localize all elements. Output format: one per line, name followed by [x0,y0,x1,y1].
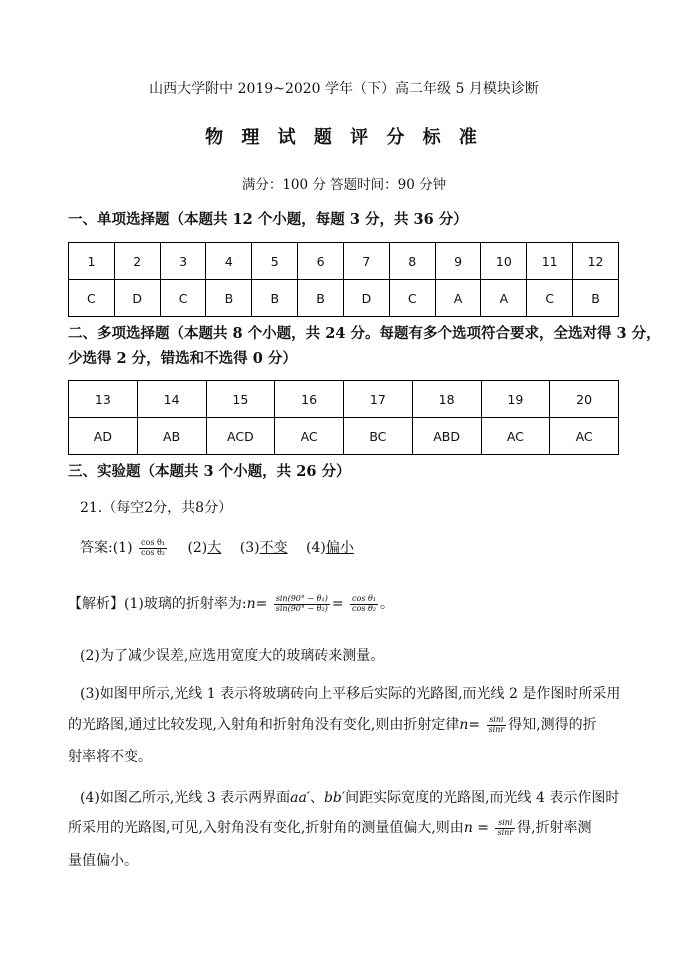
answer4-label: (4) [306,540,326,556]
p4-n: n = [463,820,490,836]
question-number: 6 [298,243,344,280]
question-number: 15 [206,381,275,418]
question-number: 11 [527,243,573,280]
answer-cell: ABD [412,418,481,455]
answer-cell: AB [137,418,206,455]
answer1-fraction [139,539,167,558]
question-number: 2 [114,243,160,280]
answer-cell: C [69,280,115,317]
answer-cell: AC [481,418,550,455]
p3-text-b: 得知,测得的折 [508,717,597,733]
question-number: 4 [206,243,252,280]
question-number: 8 [389,243,435,280]
question-number: 20 [550,381,619,418]
answer-cell: C [160,280,206,317]
fraction-denominator: cos θ₂ [141,547,165,557]
fraction-numerator: sini [495,819,515,829]
answer-cell: B [298,280,344,317]
analysis-p3-line3: 射率将不变。 [68,749,152,765]
p3-text-a: 的光路图,通过比较发现,入射角和折射角没有变化,则由折射定律 [68,717,460,733]
fraction-numerator: cos θ₁ [141,537,165,547]
answer2-value: 大 [207,540,222,556]
question-number: 19 [481,381,550,418]
analysis-end: 。 [379,596,394,612]
page-title: 物 理 试 题 评 分 标 准 [205,127,483,148]
p4-text-d: 得,折射率测 [517,820,592,836]
answer-cell: D [343,280,389,317]
section3-heading: 三、实验题（本题共 3 个小题，共 26 分） [68,463,351,480]
fraction-denominator: sinr [497,827,514,837]
section2-heading-line1: 二、多项选择题（本题共 8 个小题，共 24 分。每题有多个选项符合要求，全选对得 3 分， [68,325,661,342]
analysis-equals: = [331,596,344,612]
analysis-fraction-1 [274,595,330,614]
answer-cell: D [114,280,160,317]
p4-text-b: 间距实际宽度的光路图,而光线 4 表示作图时 [345,790,620,806]
p4-fraction [495,819,515,838]
question-number: 17 [344,381,413,418]
answer-cell: AD [69,418,138,455]
p3-n: n= [459,717,481,733]
question-number: 5 [252,243,298,280]
fraction-numerator: sin(90° − θ₁) [275,593,328,603]
section2-answer-table [68,380,619,455]
section1-answer-row [69,280,619,317]
answer-cell: AC [275,418,344,455]
question-number: 16 [275,381,344,418]
analysis-p3-line2 [68,714,597,734]
fraction-numerator: cos θ₁ [352,593,376,603]
q21-heading: 21.（每空2分，共8分） [80,500,233,516]
answer-cell: A [481,280,527,317]
answer3-value: 不变 [259,540,288,556]
analysis-p2: (2)为了减少误差,应选用宽度大的玻璃砖来测量。 [80,648,385,664]
answer-cell: ACD [206,418,275,455]
p4-text-c: 所采用的光路图,可见,入射角没有变化,折射角的测量值偏大,则由 [68,820,464,836]
section1-number-row [69,243,619,280]
p3-fraction [487,716,507,735]
answer-cell: AC [550,418,619,455]
section2-heading-line2: 少选得 2 分，错选和不选得 0 分） [68,350,297,367]
fraction-denominator: sinr [488,724,505,734]
answer-cell: B [573,280,619,317]
p4-bb: bb′ [323,790,346,806]
analysis-p4-line1 [80,787,619,807]
answer3-label: (3) [239,540,260,556]
answer-cell: A [435,280,481,317]
fraction-denominator: cos θ₂ [352,603,376,613]
answer4-value: 偏小 [325,540,354,556]
analysis-p3-line1: (3)如图甲所示,光线 1 表示将玻璃砖向上平移后实际的光路图,而光线 2 是作图时所采用 [80,686,621,702]
analysis-prefix: 【解析】(1)玻璃的折射率为: [68,596,247,612]
question-number: 7 [343,243,389,280]
p4-sep: 、 [309,790,324,806]
question-number: 3 [160,243,206,280]
answer-cell: C [527,280,573,317]
p4-text-a: (4)如图乙所示,光线 3 表示两界面 [80,790,291,806]
answer-label: 答案:(1) [80,540,133,556]
analysis-n: n= [246,596,268,612]
analysis-line [68,593,394,613]
question-number: 9 [435,243,481,280]
question-number: 10 [481,243,527,280]
section2-answer-row [69,418,619,455]
analysis-p4-line2 [68,817,592,837]
answer-cell: B [206,280,252,317]
question-number: 12 [573,243,619,280]
question-number: 1 [69,243,115,280]
answer-cell: BC [344,418,413,455]
exam-meta: 满分：100 分 答题时间：90 分钟 [241,177,447,193]
p4-aa: aa′ [290,790,310,806]
fraction-numerator: sini [487,716,507,726]
school-exam-title: 山西大学附中 2019~2020 学年（下）高二年级 5 月模块诊断 [149,81,539,97]
analysis-fraction-2 [350,595,378,614]
fraction-denominator: sin(90° − θ₂) [275,603,328,613]
answer2-label: (2) [187,540,208,556]
section1-heading: 一、单项选择题（本题共 12 个小题，每题 3 分，共 36 分） [68,211,468,228]
answer-cell: B [252,280,298,317]
section1-answer-table [68,242,619,317]
answer-cell: C [389,280,435,317]
question-number: 13 [69,381,138,418]
question-number: 18 [412,381,481,418]
analysis-p4-line3: 量值偏小。 [68,853,138,869]
q21-answers [80,537,354,557]
section2-number-row [69,381,619,418]
question-number: 14 [137,381,206,418]
